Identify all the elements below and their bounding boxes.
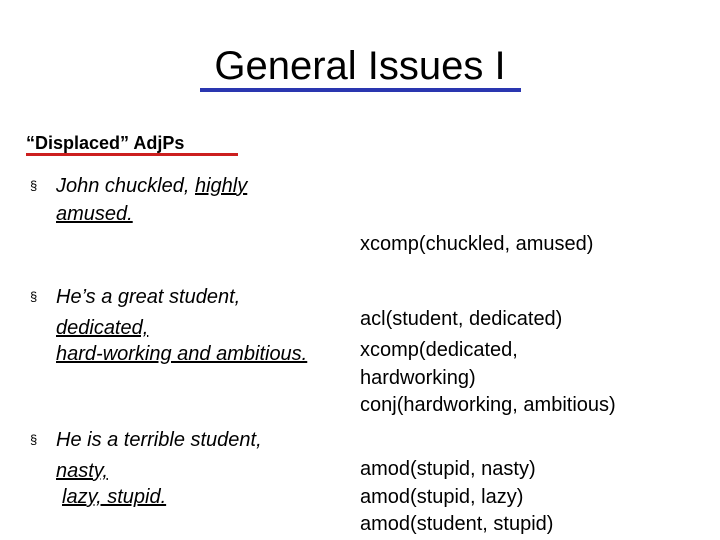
example-3-line-2-underlined: nasty,	[56, 460, 108, 482]
dependency-3-3: amod(student, stupid)	[360, 513, 554, 535]
dependency-2-2: xcomp(dedicated,	[360, 339, 518, 361]
example-3-line-3-underlined: lazy, stupid.	[62, 486, 167, 508]
example-2-line-3	[56, 341, 307, 367]
square-bullet-icon: §	[30, 289, 38, 304]
example-2-line-1: He’s a great student,	[56, 286, 241, 308]
example-2-line-2	[56, 315, 148, 341]
dependency-3-1: amod(stupid, nasty)	[360, 458, 536, 480]
example-3-line-3	[62, 484, 166, 510]
square-bullet-icon: §	[30, 432, 38, 447]
example-3-line-1: He is a terrible student,	[56, 429, 262, 451]
dependency-2-3: hardworking)	[360, 367, 476, 389]
example-2-line-2-underlined: dedicated,	[56, 317, 149, 339]
square-bullet-icon: §	[30, 178, 38, 193]
title-underline	[200, 88, 521, 92]
example-1-line-1	[56, 173, 247, 199]
dependency-2-1: acl(student, dedicated)	[360, 308, 563, 330]
section-heading-underline	[26, 153, 238, 156]
dependency-1-1: xcomp(chuckled, amused)	[360, 233, 594, 255]
example-1-line-2-underlined: amused.	[56, 203, 133, 225]
dependency-3-2: amod(stupid, lazy)	[360, 486, 524, 508]
example-1-line-1-text: John chuckled,	[56, 175, 195, 197]
example-2-line-3-underlined: hard-working and ambitious.	[56, 343, 308, 365]
example-1-line-2	[56, 201, 133, 227]
slide-title: General Issues I	[214, 44, 506, 88]
example-1-line-1-underlined: highly	[194, 175, 248, 197]
dependency-2-4: conj(hardworking, ambitious)	[360, 394, 616, 416]
section-heading: “Displaced” AdjPs	[26, 133, 185, 153]
example-3-line-2	[56, 458, 108, 484]
